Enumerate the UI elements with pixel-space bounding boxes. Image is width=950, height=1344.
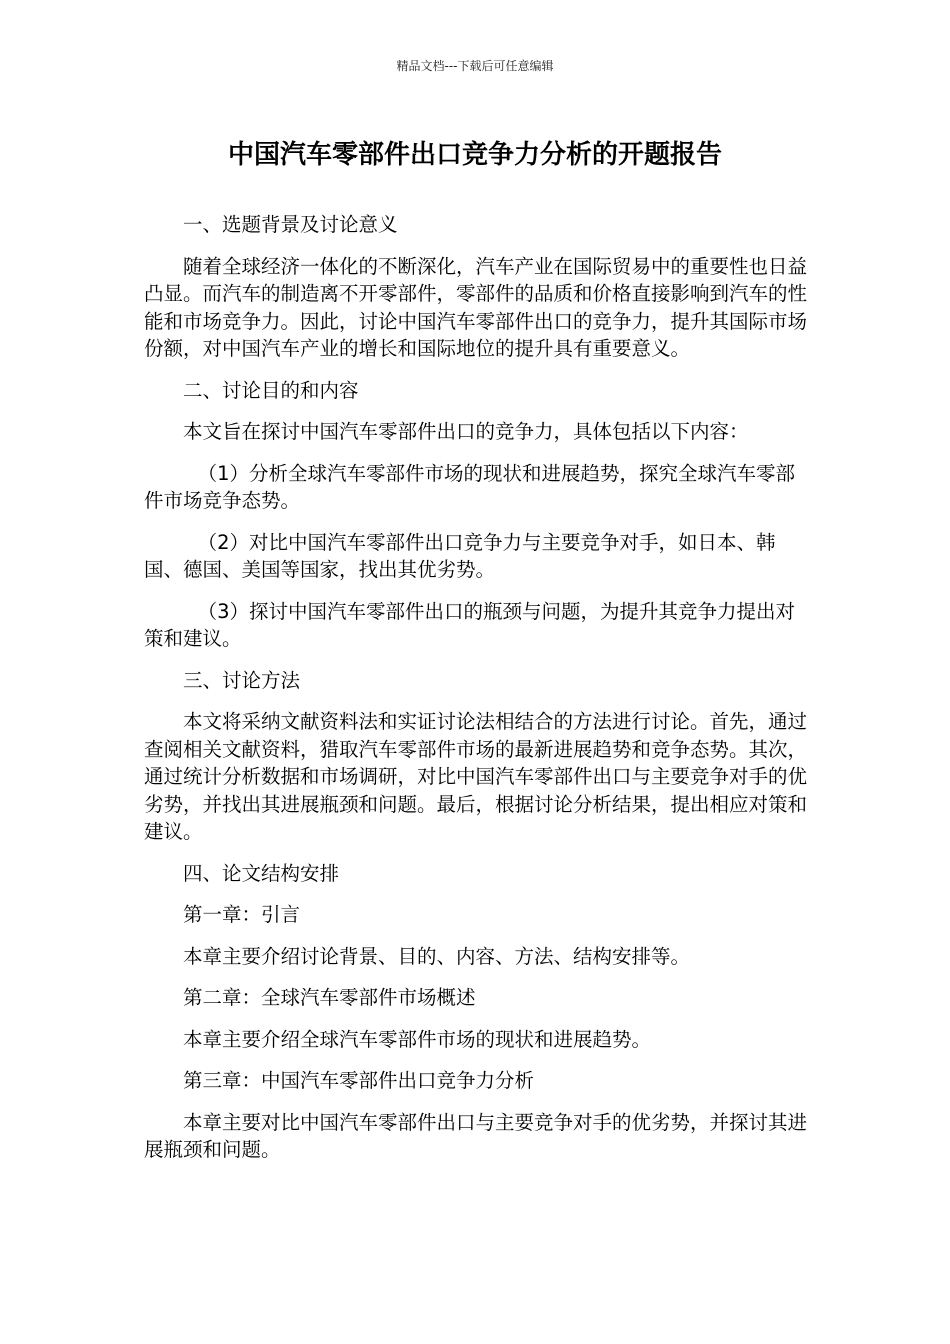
section-heading: 一、选题背景及讨论意义 (183, 213, 398, 236)
paragraph: 本章主要介绍讨论背景、目的、内容、方法、结构安排等。 (183, 944, 691, 968)
chapter-heading: 第一章：引言 (183, 903, 301, 926)
paragraph: 本章主要对比中国汽车零部件出口与主要竞争对手的优劣势，并探讨其进展瓶颈和问题。 (144, 1110, 808, 1161)
paragraph: 本章主要介绍全球汽车零部件市场的现状和进展趋势。 (183, 1027, 652, 1051)
chapter-heading: 第三章：中国汽车零部件出口竞争力分析 (183, 1069, 535, 1092)
list-item: （2）对比中国汽车零部件出口竞争力与主要竞争对手，如日本、韩国、德国、美国等国家，找出其优劣势。 (144, 530, 776, 581)
section-heading: 三、讨论方法 (183, 668, 301, 692)
document-title: 中国汽车零部件出口竞争力分析的开题报告 (227, 140, 722, 170)
list-item: （3）探讨中国汽车零部件出口的瓶颈与问题，为提升其竞争力提出对策和建议。 (144, 599, 796, 650)
paragraph: 本文将采纳文献资料法和实证讨论法相结合的方法进行讨论。首先，通过查阅相关文献资料，猎取汽车零部件市场的最新进展趋势和竞争态势。其次，通过统计分析数据和市场调研，对比中国汽车零部件出口与主要竞争对手的优劣势，并找出其进展瓶颈和问题。最后，根据讨论分析结果，提出相应对策和建议。 (144, 710, 808, 843)
section-heading: 二、讨论目的和内容 (183, 378, 359, 402)
chapter-heading: 第二章：全球汽车零部件市场概述 (183, 986, 476, 1009)
document-body (144, 211, 809, 1178)
section-heading: 四、论文结构安排 (183, 861, 340, 885)
page-header: 精品文档---下载后可任意编辑 (396, 59, 554, 73)
list-item: （1）分析全球汽车零部件市场的现状和进展趋势，探究全球汽车零部件市场竞争态势。 (144, 461, 796, 512)
paragraph: 本文旨在探讨中国汽车零部件出口的竞争力，具体包括以下内容： (183, 420, 749, 443)
paragraph: 随着全球经济一体化的不断深化，汽车产业在国际贸易中的重要性也日益凸显。而汽车的制造离不开零部件，零部件的品质和价格直接影响到汽车的性能和市场竞争力。因此，讨论中国汽车零部件出口的竞争力，提升其国际市场份额，对中国汽车产业的增长和国际地位的提升具有重要意义。 (144, 254, 808, 360)
